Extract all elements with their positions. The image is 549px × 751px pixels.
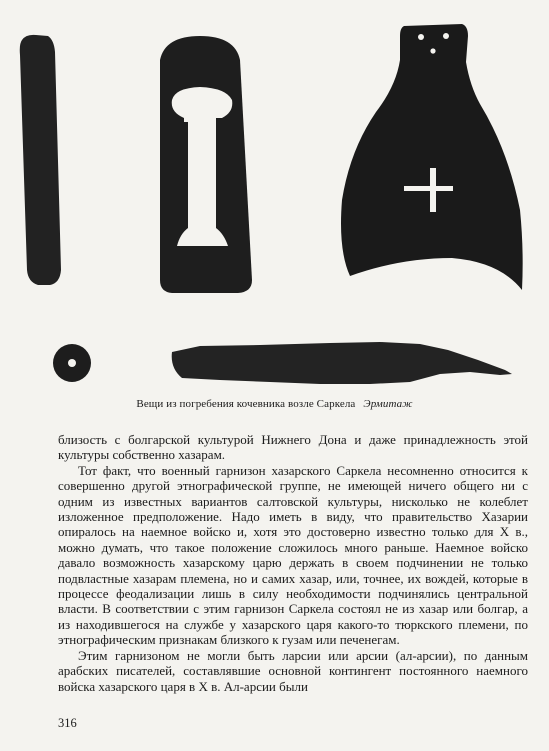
caption-text: Вещи из погребения кочевника возле Саркела (136, 398, 356, 410)
bell-pendant-artifact (341, 24, 523, 290)
whetstone-artifact (20, 35, 61, 285)
paragraph: близость с болгарской культурой Нижнего Дона и даже принадлежность этой культуры собственно хазарам. (58, 432, 528, 463)
caption-credit: Эрмитаж (363, 398, 413, 410)
ring-artifact (53, 344, 91, 382)
figure-caption (0, 398, 549, 410)
page-number: 316 (58, 716, 77, 730)
knife-artifact (172, 342, 512, 384)
body-text (58, 432, 528, 694)
buckle-artifact (160, 36, 252, 293)
paragraph: Этим гарнизоном не могли быть ларсии или арсии (ал-арсии), по данным арабских писателей, составлявшие основной контингент постоянного наемного войска хазарского царя в X в. Ал-арсии были (58, 647, 528, 694)
paragraph: Тот факт, что военный гарнизон хазарского Саркела несомненно относится к совершенно другой этнографической группе, не имеющей ничего общего ни с одним из известных вариантов салтовской культуры, нисколько не колеблет изложенное предположение. Надо иметь в виду, что правительство Хазарии опиралось на наемное войско и, хотя это достоверно известно только для X в., можно думать, что такое положение сложилось много раньше. Наемное войско давало возможность хазарскому царю держать в своем подчинении не только подвластные хазарам племена, но и самих хазар, или, точнее, их вождей, которые в процессе феодализации лишь в силу необходимости подчинялись центральной власти. В соответствии с этим гарнизон Саркела состоял не из хазар или болгар, а из находившегося на службе у хазарского царя какого-то тюркского племени, по этнографическим признакам близкого к гузам или печенегам. (58, 462, 528, 648)
